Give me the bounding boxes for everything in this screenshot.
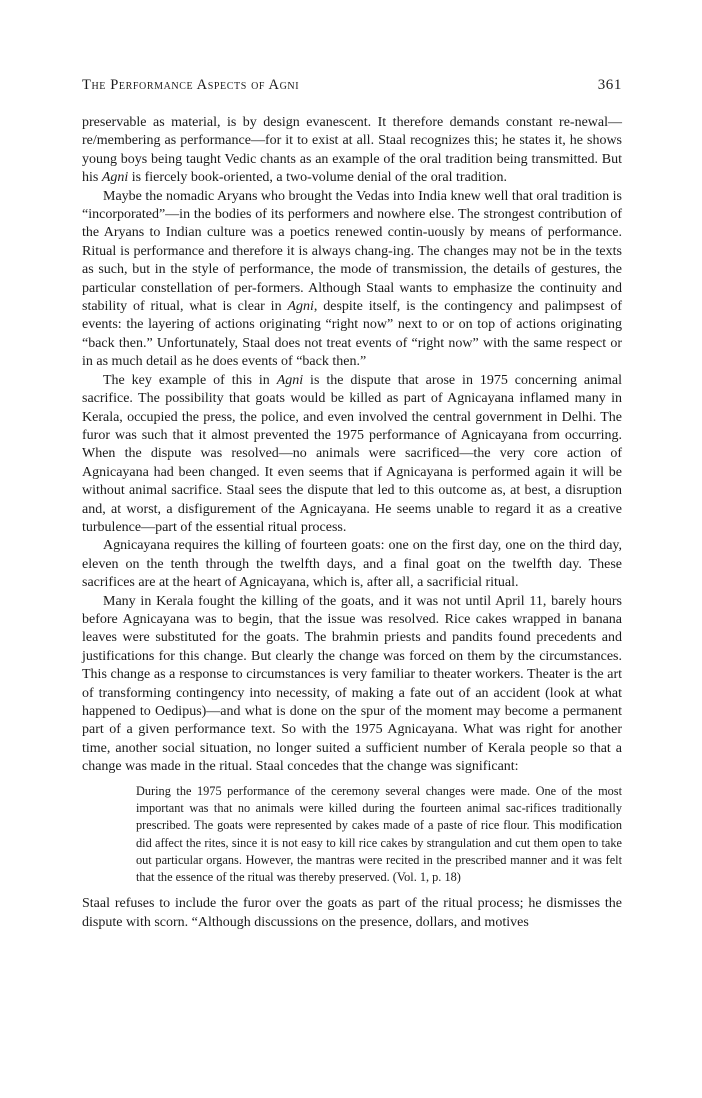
text-run: Agnicayana requires the killing of fourteen goats: one on the first day, one on the third day, eleven on the tenth through the twelfth days, and a final goat on the twelfth day. These sacrifices are at the heart of Agnicayana, which is, after all, a sacrificial ritual. — [82, 538, 622, 591]
paragraph — [82, 188, 622, 372]
body-text — [82, 114, 622, 932]
text-run: The key example of this in — [103, 372, 277, 388]
running-head-title: The Performance Aspects of Agni — [82, 77, 300, 93]
final-paragraph: Staal refuses to include the furor over the goats as part of the ritual process; he dismisses the dispute with scorn. “Although discussions on the presence, dollars, and motives — [82, 896, 622, 930]
text-run: , despite itself, is the contingency and palimpsest of events: the layering of actions originating “right now” next to or on top of actions originating “back then.” Unfortunately, Staal does not treat events of “right now” with the same respect or in as much detail as he does events of “back then.” — [82, 299, 622, 370]
italic-title: Agni — [287, 299, 314, 315]
block-quote: During the 1975 performance of the ceremony several changes were made. One of the most important was that no animals were killed during the fourteen animal sac-rifices traditionally prescribed. The goats were represented by cakes made of a paste of rice flour. This modification did affect the rites, since it is not easy to kill rice cakes by strangulation and cut them open to take out particular organs. However, the mantras were recited in the prescribed manner and it was felt that the essence of the ritual was thereby preserved. (Vol. 1, p. 18) — [136, 783, 622, 885]
text-run: Many in Kerala fought the killing of the goats, and it was not until April 11, barely hours before Agnicayana was to begin, that the issue was resolved. Rice cakes wrapped in banana leaves were substituted for the goats. The brahmin priests and pandits found precedents and justifications for this change. But clearly the change was forced on them by the circumstances. This change as a response to circumstances is very familiar to theater workers. Theater is the art of transforming contingency into necessity, of making a fate out of an accident (look at what happened to Oedipus)—and what is done on the spur of the moment may become a permanent part of a given performance text. So with the 1975 Agnicayana. What was right for another time, another social situation, no longer suited a sufficient number of Kerala people so that a change was made in the ritual. Staal concedes that the change was significant: — [82, 593, 622, 775]
paragraph — [82, 372, 622, 538]
paragraph — [82, 537, 622, 592]
page-number: 361 — [597, 77, 622, 93]
paragraph — [82, 593, 622, 777]
text-run: is the dispute that arose in 1975 concerning animal sacrifice. The possibility that goats would be killed as part of Agnicayana inflamed many in Kerala, occupied the press, the police, and even involved the central government in Delhi. The furor was such that it almost prevented the 1975 performance of Agnicayana from occurring. When the dispute was resolved—no animals were sacrificed—the very core action of Agnicayana had been changed. It even seems that if Agnicayana is performed again it will be without animal sacrifice. Staal sees the dispute that led to this outcome as, at best, a disruption and, at worst, a disfigurement of the Agnicayana. He seems unable to regard it as a creative turbulence—part of the essential ritual process. — [82, 372, 622, 535]
paragraph — [82, 114, 622, 188]
italic-title: Agni — [276, 372, 304, 388]
italic-title: Agni — [101, 170, 129, 186]
running-head — [82, 77, 622, 99]
text-run: Maybe the nomadic Aryans who brought the Vedas into India knew well that oral tradition is “incorporated”—in the bodies of its performers and nowhere else. The strongest contribution of the Aryans to Indian culture was a poetics renewed contin-uously by means of performance. Ritual is performance and therefore it is always chang-ing. The changes may not be in the texts as such, but in the style of performance, the mode of transmission, the details of gestures, the particular constellation of per-formers. Although Staal wants to emphasize the continuity and stability of ritual, what is clear in — [82, 188, 622, 315]
text-run: preservable as material, is by design evanescent. It therefore demands constant re-newal—re/membering as performance—for it to exist at all. Staal recognizes this; he states it, he shows young boys being taught Vedic chants as an example of the oral tradition being transmitted. But his — [82, 115, 622, 186]
text-run: is fiercely book-oriented, a two-volume denial of the oral tradition. — [128, 170, 507, 186]
